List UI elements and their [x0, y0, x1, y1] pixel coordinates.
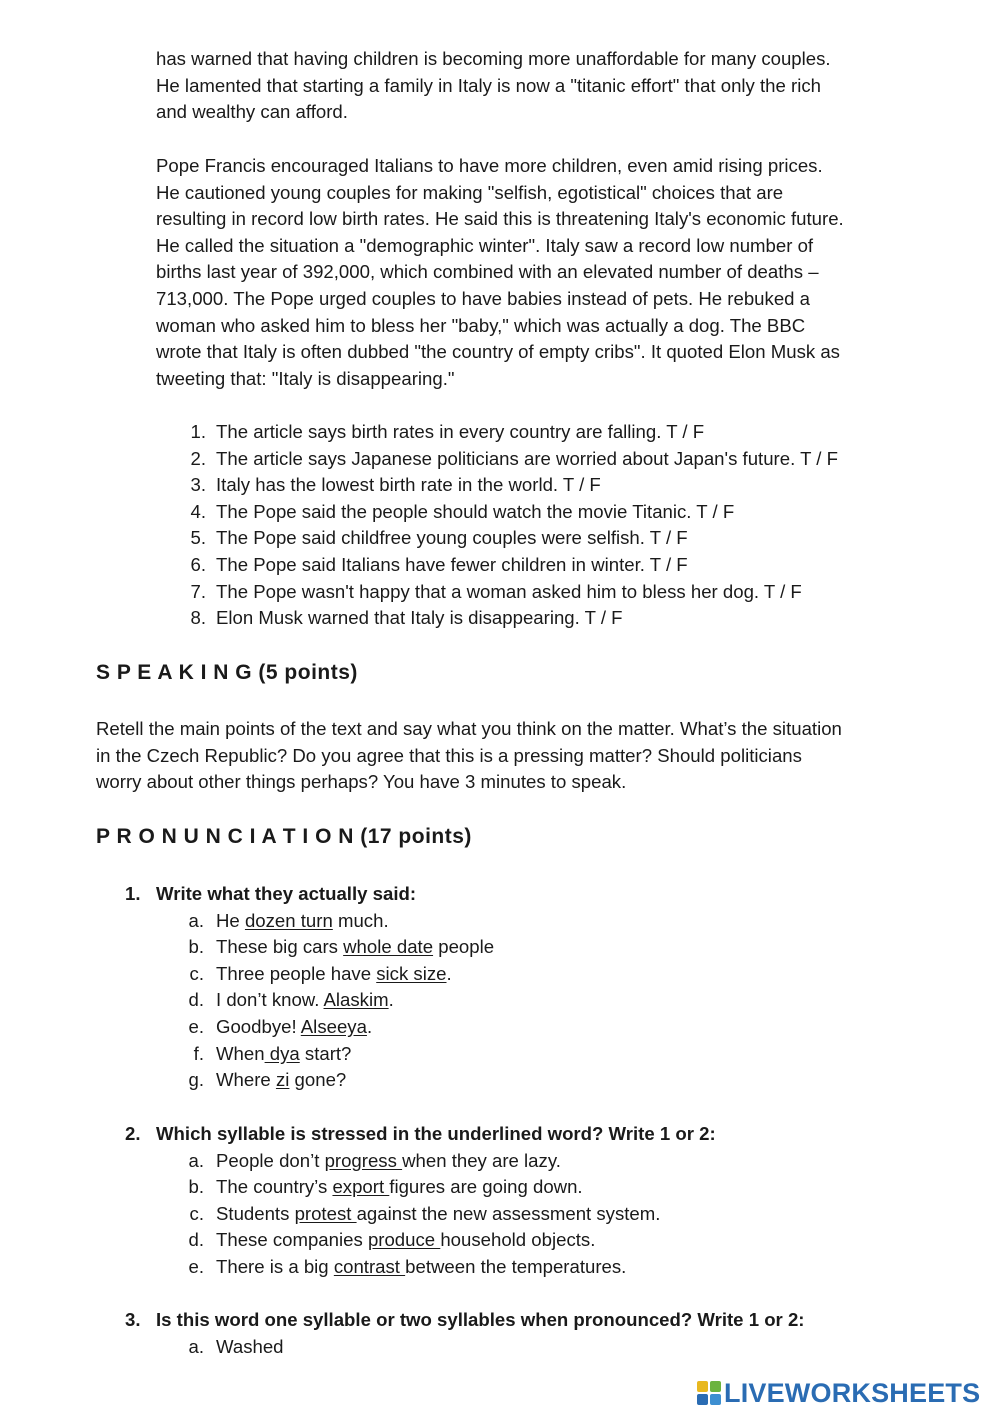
pronunciation-task-2	[96, 1121, 956, 1281]
list-item: d. I don’t know. Alaskim.	[188, 989, 394, 1011]
list-item: f. When dya start?	[193, 1042, 352, 1064]
list-item: a. He dozen turn much.	[188, 909, 389, 931]
list-item: c. Students protest against the new assessment system.	[189, 1202, 661, 1224]
text-line: and wealthy can afford.	[156, 101, 348, 123]
underlined-phrase: dozen turn	[244, 909, 333, 931]
text-line: woman who asked him to bless her "baby," which was actually a dog. The BBC	[156, 314, 806, 336]
logo-tile	[697, 1381, 708, 1392]
logo-tile	[697, 1394, 708, 1405]
underlined-word: export	[332, 1176, 390, 1198]
text-line: worry about other things perhaps? You have 3 minutes to speak.	[96, 771, 627, 793]
underlined-phrase: sick size	[376, 962, 447, 984]
list-item: 6. The Pope said Italians have fewer children in winter. T / F	[190, 553, 688, 575]
text-line: He lamented that starting a family in Italy is now a "titanic effort" that only the rich	[156, 74, 821, 96]
true-false-list	[156, 419, 838, 632]
list-item: e. There is a big contrast between the temperatures.	[188, 1255, 627, 1277]
text-line: has warned that having children is becoming more unaffordable for many couples.	[156, 48, 831, 69]
list-item: 3. Italy has the lowest birth rate in the world. T / F	[190, 474, 601, 496]
list-item: 5. The Pope said childfree young couples were selfish. T / F	[190, 527, 688, 549]
task-title: 1. Write what they actually said:	[125, 883, 417, 904]
pronunciation-heading: P R O N U N C I A T I O N (17 points)	[96, 825, 472, 848]
underlined-phrase: Alseeya	[300, 1015, 367, 1037]
speaking-heading: S P E A K I N G (5 points)	[96, 661, 358, 684]
logo-text: LIVEWORKSHEETS	[724, 1377, 981, 1408]
list-item: a. Washed	[188, 1335, 284, 1357]
pronunciation-task-1	[96, 881, 956, 1094]
task-title: 3. Is this word one syllable or two syllables when pronounced? Write 1 or 2:	[125, 1309, 805, 1330]
list-item: c. Three people have sick size.	[189, 962, 452, 984]
task-items	[96, 1334, 956, 1361]
list-item: b. The country’s export figures are going down.	[188, 1176, 583, 1198]
underlined-phrase: Alaskim	[323, 989, 389, 1011]
list-item: 8. Elon Musk warned that Italy is disappearing. T / F	[190, 607, 623, 629]
list-item: 1. The article says birth rates in every country are falling. T / F	[190, 421, 705, 442]
list-item: 4. The Pope said the people should watch the movie Titanic. T / F	[190, 500, 735, 522]
underlined-word: progress	[324, 1149, 403, 1171]
logo-tile	[710, 1394, 721, 1405]
text-line: He cautioned young couples for making "selfish, egotistical" choices that are	[156, 181, 784, 203]
list-item: a. People don’t progress when they are lazy.	[188, 1149, 561, 1171]
list-item: d. These companies produce household objects.	[188, 1229, 596, 1251]
underlined-word: produce	[367, 1229, 441, 1251]
text-line: in the Czech Republic? Do you agree that this is a pressing matter? Should politicians	[96, 744, 802, 766]
text-line: resulting in record low birth rates. He said this is threatening Italy's economic future.	[156, 208, 844, 230]
text-line: births last year of 392,000, which combined with an elevated number of deaths –	[156, 261, 819, 283]
logo-tile	[710, 1381, 721, 1392]
list-item: 2. The article says Japanese politicians are worried about Japan's future. T / F	[190, 447, 838, 469]
logo-icon	[697, 1381, 721, 1405]
liveworksheets-logo	[697, 1377, 980, 1409]
text-line: wrote that Italy is often dubbed "the country of empty cribs". It quoted Elon Musk as	[156, 341, 840, 363]
pronunciation-task-3	[96, 1307, 956, 1360]
underlined-word: contrast	[333, 1255, 406, 1277]
underlined-phrase: whole date	[343, 936, 434, 958]
task-items	[96, 1148, 956, 1281]
text-line: Pope Francis encouraged Italians to have more children, even amid rising prices.	[156, 155, 823, 176]
list-item: 7. The Pope wasn't happy that a woman asked him to bless her dog. T / F	[190, 580, 802, 602]
text-line: 713,000. The Pope urged couples to have babies instead of pets. He rebuked a	[156, 287, 811, 309]
task-items	[96, 908, 956, 1094]
underlined-word: protest	[294, 1202, 357, 1224]
main-paragraph	[156, 153, 916, 392]
list-item: g. Where zi gone?	[188, 1069, 347, 1091]
text-line: tweeting that: "Italy is disappearing."	[156, 367, 455, 389]
task-title: 2. Which syllable is stressed in the underlined word? Write 1 or 2:	[125, 1123, 716, 1144]
speaking-instructions	[96, 716, 916, 796]
underlined-phrase: dya	[264, 1042, 300, 1064]
underlined-phrase: zi	[275, 1069, 290, 1091]
list-item: b. These big cars whole date people	[188, 936, 495, 958]
intro-paragraph	[156, 46, 916, 126]
text-line: Retell the main points of the text and say what you think on the matter. What’s the situation	[96, 718, 842, 739]
list-item: e. Goodbye! Alseeya.	[188, 1015, 373, 1037]
text-line: He called the situation a "demographic winter". Italy saw a record low number of	[156, 234, 814, 256]
